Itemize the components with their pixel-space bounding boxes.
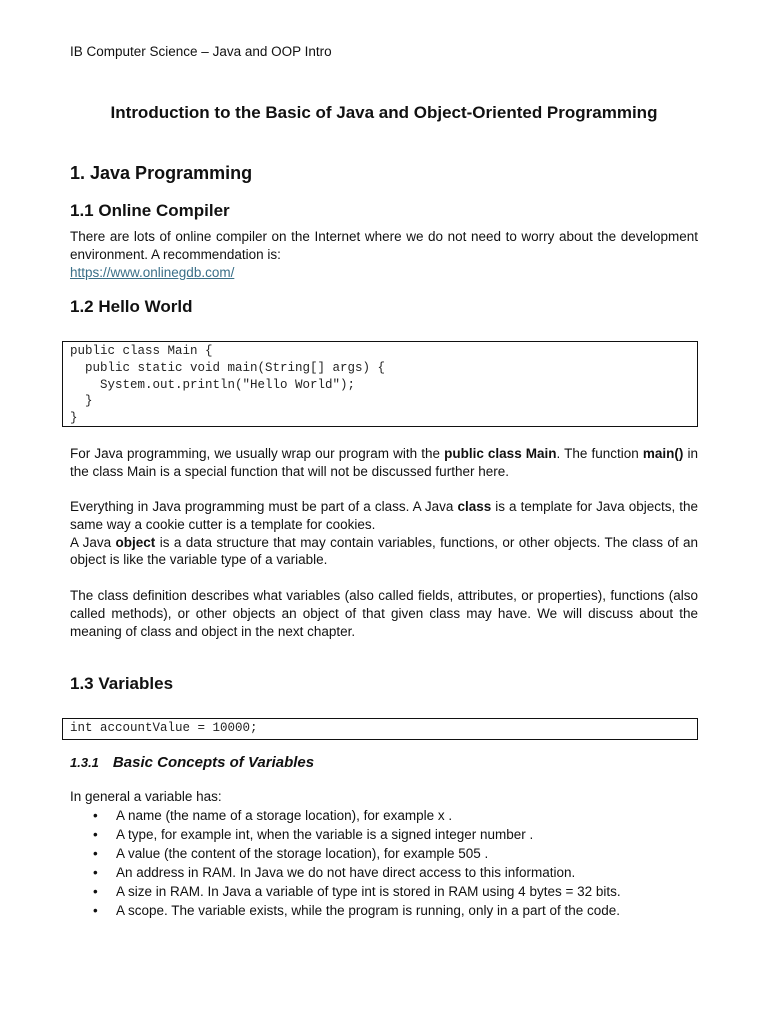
subsection-heading-basic-concepts xyxy=(70,754,314,771)
list-item: • A value (the content of the storage location), for example 505 . xyxy=(93,845,489,861)
variables-intro: In general a variable has: xyxy=(70,789,222,804)
subsection-number: 1.3.1 xyxy=(70,755,99,770)
hello-world-code-block: public class Main { public static void main(String[] args) { System.out.println("Hello World"); } } xyxy=(62,341,698,427)
main-function-term: main() xyxy=(642,446,684,461)
online-compiler-paragraph xyxy=(70,228,698,281)
section-heading-variables: 1.3 Variables xyxy=(70,674,174,693)
online-compiler-text: There are lots of online compiler on the Internet where we do not need to worry about the development environment. A recommendation is: xyxy=(70,229,698,262)
list-item: • An address in RAM. In Java we do not have direct access to this information. xyxy=(93,864,576,880)
section-heading-java-programming: 1. Java Programming xyxy=(70,163,253,183)
list-item: • A name (the name of a storage location), for example x . xyxy=(93,808,453,823)
list-item: • A scope. The variable exists, while the program is running, only in a part of the code. xyxy=(93,902,621,918)
object-term: object xyxy=(115,534,156,550)
main-class-paragraph: For Java programming, we usually wrap our program with the public class Main. The function main() in the class Main is a special function that will not be discussed further here. xyxy=(70,446,698,479)
class-object-paragraph: Everything in Java programming must be part of a class. A Java class is a template for Java objects, the same way a cookie cutter is a template for cookies. A Java object is a data structure that may contain variables, functions, or other objects. The class of an object is like the variable type of a variable. xyxy=(70,499,699,568)
subsection-title: Basic Concepts of Variables xyxy=(112,754,315,771)
onlinegdb-link[interactable]: https://www.onlinegdb.com/ xyxy=(70,264,235,280)
page-header: IB Computer Science – Java and OOP Intro xyxy=(70,44,332,59)
section-heading-hello-world: 1.2 Hello World xyxy=(70,297,193,316)
list-item: • A type, for example int, when the variable is a signed integer number . xyxy=(93,826,534,842)
section-heading-online-compiler: 1.1 Online Compiler xyxy=(70,201,230,220)
list-item: • A size in RAM. In Java a variable of type int is stored in RAM using 4 bytes = 32 bits. xyxy=(93,883,621,899)
class-definition-paragraph: The class definition describes what variables (also called fields, attributes, or properties), functions (also called methods), or other objects an object of that given class may have. We will discuss about the meaning of class and object in the next chapter. xyxy=(70,588,698,639)
variable-properties-list xyxy=(70,807,710,920)
document-title: Introduction to the Basic of Java and Object-Oriented Programming xyxy=(110,103,658,122)
public-class-main-term: public class Main xyxy=(444,446,557,461)
variable-code-block: int accountValue = 10000; xyxy=(62,718,698,740)
class-term: class xyxy=(457,499,492,514)
